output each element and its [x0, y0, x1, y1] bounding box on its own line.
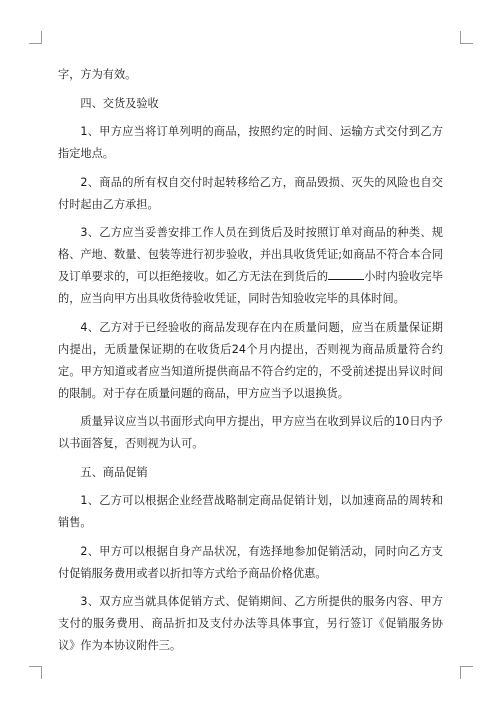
- paragraph-delivery-3: [58, 222, 443, 310]
- paragraph-promotion-2: 2、甲方可以根据自身产品状况，有选择地参加促销活动，同时向乙方支付促销服务费用或者以折扣等方式给予商品价格优惠。: [58, 544, 443, 580]
- document-body: [58, 64, 443, 664]
- fill-in-blank: [328, 267, 364, 280]
- crop-mark-bottom-right: [460, 666, 473, 679]
- crop-mark-bottom-left: [29, 666, 42, 679]
- crop-mark-top-left: [29, 31, 42, 44]
- paragraph-delivery-2: 2、商品的所有权自交付时起转移给乙方，商品毁损、灭失的风险也自交付时起由乙方承担。: [58, 175, 443, 211]
- paragraph-continuation: 字，方为有效。: [58, 68, 137, 81]
- paragraph-text-after-blank: 小时内验收完毕的，应当向甲方出具收货待验收凭证，同时告知验收完毕的具体时间。: [58, 270, 443, 305]
- paragraph-text-before-blank: 3、乙方应当妥善安排工作人员在到货后及时按照订单对商品的种类、规格、产地、数量、包装等进行初步验收，并出具收货凭证;如商品不符合本合同及订单要求的，可以拒绝接收。如乙方无法在到货后的: [58, 226, 443, 283]
- paragraph-promotion-3: 3、双方应当就具体促销方式、促销期间、乙方所提供的服务内容、甲方支付的服务费用、商品折扣及支付办法等具体事宜，另行签订《促销服务协议》作为本协议附件三。: [58, 595, 443, 652]
- paragraph-promotion-1: 1、乙方可以根据企业经营战略制定商品促销计划，以加速商品的周转和销售。: [58, 494, 443, 529]
- paragraph-quality-objection: 质量异议应当以书面形式向甲方提出，甲方应当在收到异议后的10日内予以书面答复，否则视为认可。: [58, 415, 443, 450]
- section-heading-delivery: 四、交货及验收: [80, 96, 159, 110]
- paragraph-delivery-1: 1、甲方应当将订单列明的商品，按照约定的时间、运输方式交付到乙方指定地点。: [58, 125, 443, 160]
- crop-mark-top-right: [460, 31, 473, 44]
- section-heading-promotion: 五、商品促销: [80, 465, 148, 479]
- paragraph-delivery-4: 4、乙方对于已经验收的商品发现存在内在质量问题，应当在质量保证期内提出，无质量保证期的在收货后24个月内提出，否则视为商品质量符合约定。甲方知道或者应当知道所提供商品不符合约定的，不受前述提出异议时间的限制。对于存在质量问题的商品，甲方应当予以退换货。: [58, 320, 443, 400]
